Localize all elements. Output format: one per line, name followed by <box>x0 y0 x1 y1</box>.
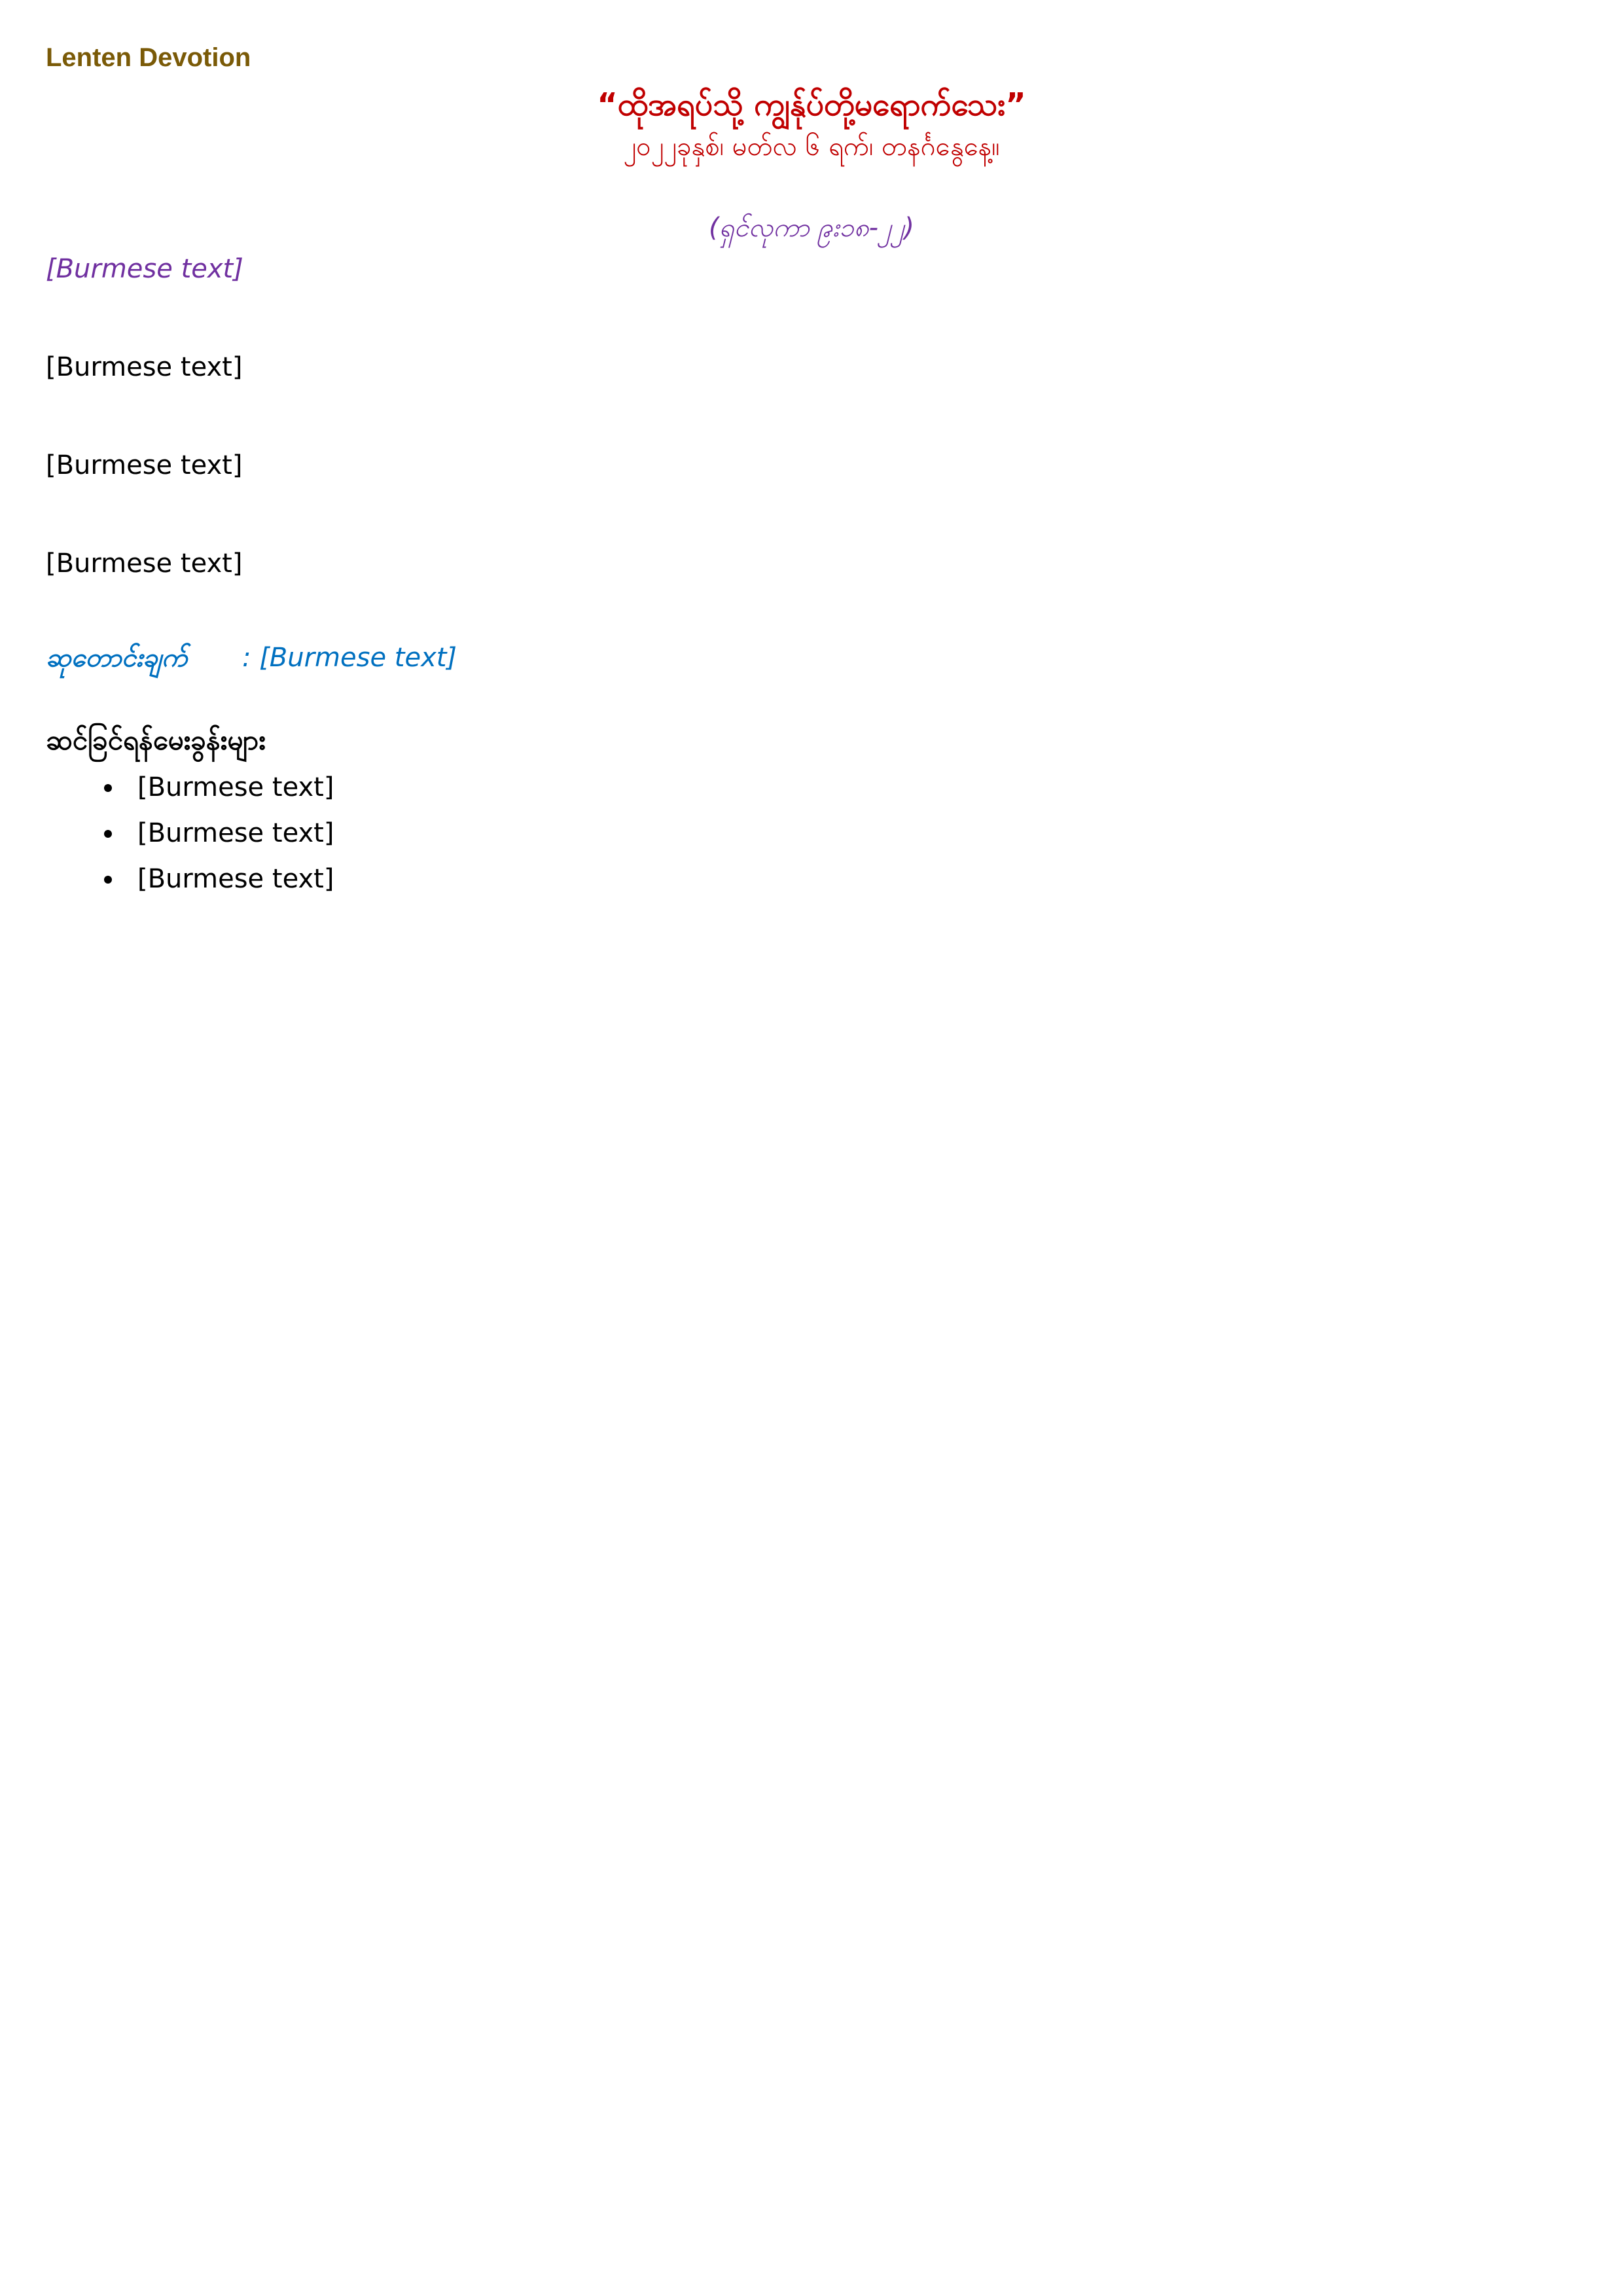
scripture-passage: [Burmese text] <box>46 253 243 284</box>
body-paragraph-2: [Burmese text] <box>46 450 243 480</box>
prayer <box>46 638 1577 677</box>
prayer-label: ဆုတောင်းချက် <box>46 642 188 673</box>
title-block <box>46 84 1577 164</box>
devotion-date: ၂၀၂၂ခုနှစ်၊ မတ်လ ၆ ရက်၊ တနင်္ဂနွေနေ့။ <box>623 131 1000 162</box>
series-label: Lenten Devotion <box>46 43 251 72</box>
questions-list <box>46 764 1577 902</box>
scripture-reference: (ရှင်လုကာ ၉း၁၈-၂၂) <box>709 212 914 243</box>
question-item: • [Burmese text] <box>124 810 1577 856</box>
question-item: • [Burmese text] <box>124 856 1577 902</box>
questions-heading: ဆင်ခြင်ရန်မေးခွန်းများ <box>46 723 266 756</box>
question-item: • [Burmese text] <box>124 764 1577 810</box>
body-paragraph-3: [Burmese text] <box>46 548 243 579</box>
devotion-title: “ထိုအရပ်သို့ ကျွန်ုပ်တို့မရောက်သေး” <box>597 86 1026 123</box>
prayer-text: : [Burmese text] <box>242 642 457 673</box>
body-paragraph-1: [Burmese text] <box>46 351 243 382</box>
